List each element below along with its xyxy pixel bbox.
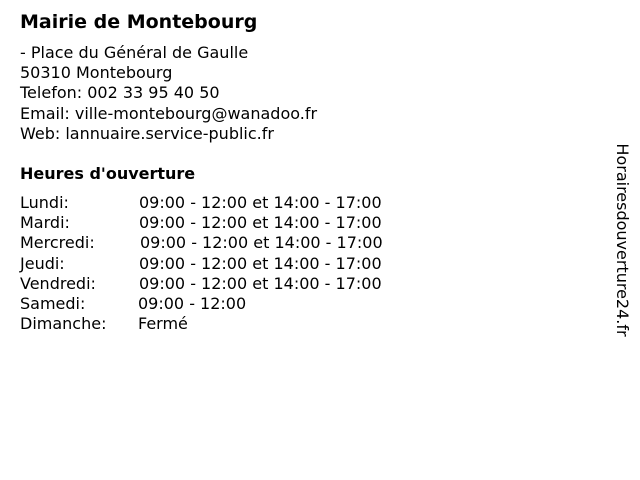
time-value: 09:00 - 12:00 et 14:00 - 17:00: [139, 213, 382, 233]
street-line: - Place du Général de Gaulle: [20, 43, 249, 62]
day-label: Mercredi:: [20, 233, 95, 253]
site-watermark: Horairesdouverture24.fr: [613, 143, 632, 337]
email-line: Email: ville-montebourg@wanadoo.fr: [20, 103, 318, 123]
time-value: 09:00 - 12:00 et 14:00 - 17:00: [139, 273, 382, 293]
time-value: Fermé: [138, 314, 188, 334]
day-label: Mardi:: [20, 213, 70, 233]
time-value: 09:00 - 12:00: [138, 293, 247, 313]
day-label: Samedi:: [20, 293, 86, 313]
page-title: Mairie de Montebourg: [20, 11, 258, 33]
day-label: Vendredi:: [20, 273, 96, 293]
day-label: Lundi:: [20, 193, 69, 212]
phone-line: Telefon: 002 33 95 40 50: [20, 83, 220, 103]
day-label: Dimanche:: [20, 314, 107, 334]
time-value: 09:00 - 12:00 et 14:00 - 17:00: [139, 253, 382, 273]
address-block: [20, 43, 317, 144]
day-label: Jeudi:: [20, 253, 65, 273]
time-value: 09:00 - 12:00 et 14:00 - 17:00: [140, 233, 383, 253]
city-line: 50310 Montebourg: [20, 63, 173, 83]
hours-heading: Heures d'ouverture: [20, 164, 196, 183]
web-line: Web: lannuaire.service-public.fr: [20, 123, 274, 143]
time-value: 09:00 - 12:00 et 14:00 - 17:00: [139, 193, 382, 212]
